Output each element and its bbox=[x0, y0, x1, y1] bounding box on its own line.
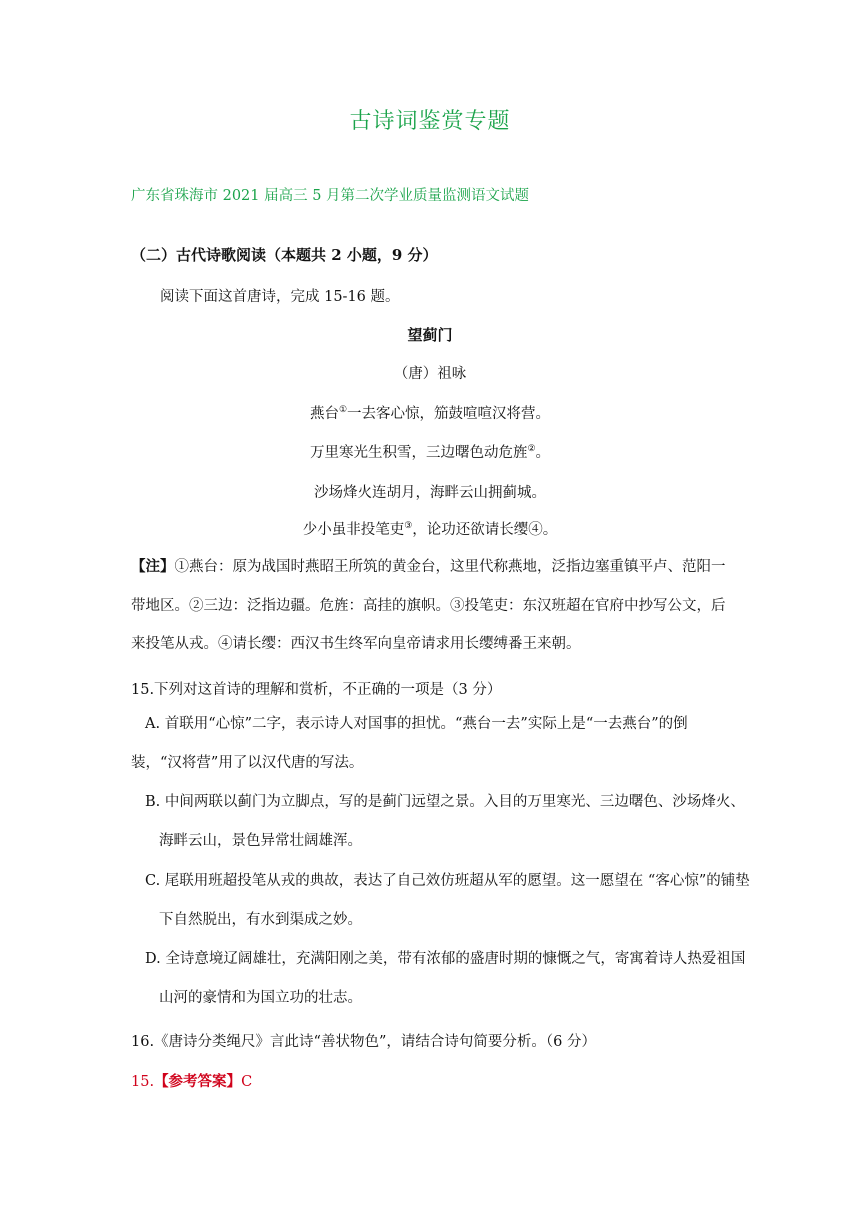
note-label: 【注】 bbox=[131, 558, 175, 575]
poem-author: （唐）祖咏 bbox=[393, 366, 467, 382]
question-15-option-b: B. 中间两联以蓟门为立脚点，写的是蓟门远望之景。入目的万里寒光、三边曙色、沙场烽火、海畔云山，景色异常壮阔雄浑。 bbox=[145, 794, 745, 849]
answer-number: 15. bbox=[131, 1074, 155, 1090]
question-15-option-d: D. 全诗意境辽阔雄壮，充满阳刚之美，带有浓郁的盛唐时期的慷慨之气，寄寓着诗人热爱祖国山河的豪情和为国立功的壮志。 bbox=[145, 951, 746, 1006]
answer-15 bbox=[131, 1070, 252, 1091]
section-heading: （二）古代诗歌阅读（本题共 2 小题，9 分） bbox=[131, 246, 438, 264]
poem-line: 万里寒光生积雪，三边曙色动危旌②。 bbox=[309, 444, 551, 461]
footnote-mark: ③ bbox=[404, 521, 413, 532]
question-15-option-c: C. 尾联用班超投笔从戎的典故，表达了自己效仿班超从军的愿望。这一愿望在 “客心惊”的铺垫下自然脱出，有水到渠成之妙。 bbox=[145, 873, 750, 928]
note-text: ①燕台：原为战国时燕昭王所筑的黄金台，这里代称燕地，泛指边塞重镇平卢、范阳一带地区。②三边：泛指边疆。危旌：高挂的旗帜。③投笔吏：东汉班超在官府中抄写公文，后来投笔从戎。④请长缨：西汉书生终军向皇帝请求用长缨缚番王来朝。 bbox=[131, 559, 726, 652]
question-16-stem: 16.《唐诗分类绳尺》言此诗“善状物色”，请结合诗句简要分析。（6 分） bbox=[131, 1034, 596, 1050]
exam-source: 广东省珠海市 2021 届高三 5 月第二次学业质量监测语文试题 bbox=[131, 188, 530, 204]
poem-line: 少小虽非投笔吏③，论功还欲请长缨④。 bbox=[302, 521, 558, 538]
section-intro: 阅读下面这首唐诗，完成 15-16 题。 bbox=[160, 289, 400, 305]
answer-value: C bbox=[241, 1074, 253, 1090]
question-15-option-a: A. 首联用“心惊”二字，表示诗人对国事的担忧。“燕台一去”实际上是“一去燕台”的倒装，“汉将营”用了以汉代唐的写法。 bbox=[131, 716, 688, 771]
answer-label: 【参考答案】 bbox=[154, 1073, 242, 1090]
page-title: 古诗词鉴赏专题 bbox=[349, 109, 511, 134]
poem-line: 沙场烽火连胡月，海畔云山拥蓟城。 bbox=[314, 485, 546, 501]
question-15-stem: 15.下列对这首诗的理解和赏析，不正确的一项是（3 分） bbox=[131, 682, 502, 698]
poem-line: 燕台①一去客心惊，笳鼓喧喧汉将营。 bbox=[309, 405, 551, 422]
footnote-mark: ② bbox=[527, 444, 536, 455]
footnote-mark: ① bbox=[338, 405, 348, 416]
poem-title: 望蓟门 bbox=[407, 326, 453, 344]
poem-notes bbox=[131, 548, 736, 664]
